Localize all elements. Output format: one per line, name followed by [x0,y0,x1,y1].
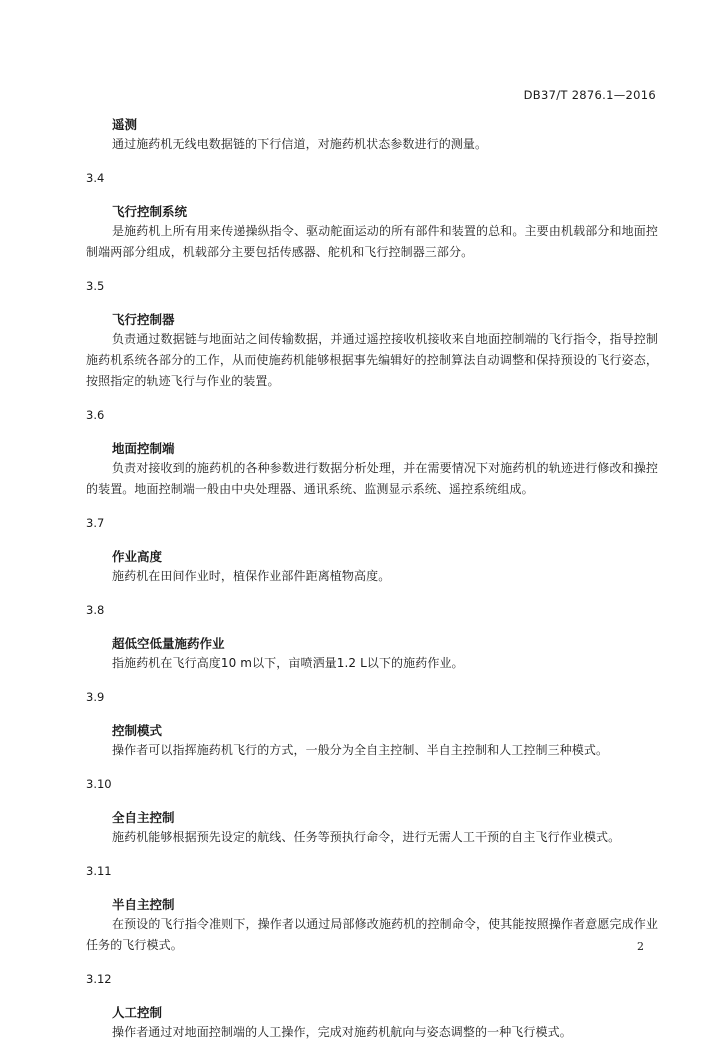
clause-number: 3.7 [86,516,105,530]
term-definition: 指施药机在飞行高度10 m以下，亩喷洒量1.2 L以下的施药作业。 [112,656,464,670]
clause-number: 3.4 [86,171,105,185]
term-definition: 是施药机上所有用来传递操纵指令、驱动舵面运动的所有部件和装置的总和。主要由机载部分和地面控制端两部分组成，机载部分主要包括传感器、舵机和飞行控制器三部分。 [86,224,658,259]
term-entry-telemetry [86,116,658,155]
clause-number: 3.8 [86,603,105,617]
clause-number: 3.5 [86,279,105,293]
term-definition: 通过施药机无线电数据链的下行信道，对施药机状态参数进行的测量。 [112,137,488,151]
clause-number: 3.12 [86,972,112,986]
term-definition: 操作者可以指挥施药机飞行的方式，一般分为全自主控制、半自主控制和人工控制三种模式。 [112,743,609,757]
term-entry-3-4 [86,169,658,263]
term-definition: 施药机在田间作业时，植保作业部件距离植物高度。 [112,569,391,583]
document-header-id: DB37/T 2876.1—2016 [523,88,656,102]
term-title: 半自主控制 [112,897,175,912]
term-title: 全自主控制 [112,810,175,825]
term-entry-3-10 [86,775,658,848]
term-title: 作业高度 [112,549,163,564]
term-title: 控制模式 [112,723,163,738]
clause-number: 3.10 [86,777,112,791]
term-definition: 负责通过数据链与地面站之间传输数据，并通过遥控接收机接收来自地面控制端的飞行指令，指导控制施药机系统各部分的工作，从而使施药机能够根据事先编辑好的控制算法自动调整和保持预设的飞行姿态，按照指定的轨迹飞行与作业的装置。 [86,332,658,388]
term-title: 飞行控制系统 [112,204,188,219]
clause-number: 3.9 [86,690,105,704]
term-entry-3-5 [86,277,658,392]
term-entry-3-7 [86,514,658,587]
term-definition: 在预设的飞行指令准则下，操作者以通过局部修改施药机的控制命令，使其能按照操作者意愿完成作业任务的飞行模式。 [86,917,658,952]
term-entry-3-12 [86,970,658,1043]
term-entry-3-11 [86,862,658,956]
document-body [86,108,658,1043]
term-title: 遥测 [112,117,138,132]
term-definition: 操作者通过对地面控制端的人工操作，完成对施药机航向与姿态调整的一种飞行模式。 [112,1025,572,1039]
term-definition: 负责对接收到的施药机的各种参数进行数据分析处理，并在需要情况下对施药机的轨迹进行修改和操控的装置。地面控制端一般由中央处理器、通讯系统、监测显示系统、遥控系统组成。 [86,461,658,496]
term-title: 地面控制端 [112,441,175,456]
term-title: 人工控制 [112,1005,163,1020]
term-entry-3-9 [86,688,658,761]
clause-number: 3.6 [86,408,105,422]
term-title: 超低空低量施药作业 [112,636,225,651]
term-entry-3-6 [86,406,658,500]
term-definition: 施药机能够根据预先设定的航线、任务等预执行命令，进行无需人工干预的自主飞行作业模式。 [112,830,621,844]
term-entry-3-8 [86,601,658,674]
term-title: 飞行控制器 [112,312,175,327]
clause-number: 3.11 [86,864,112,878]
page-number: 2 [637,940,644,953]
